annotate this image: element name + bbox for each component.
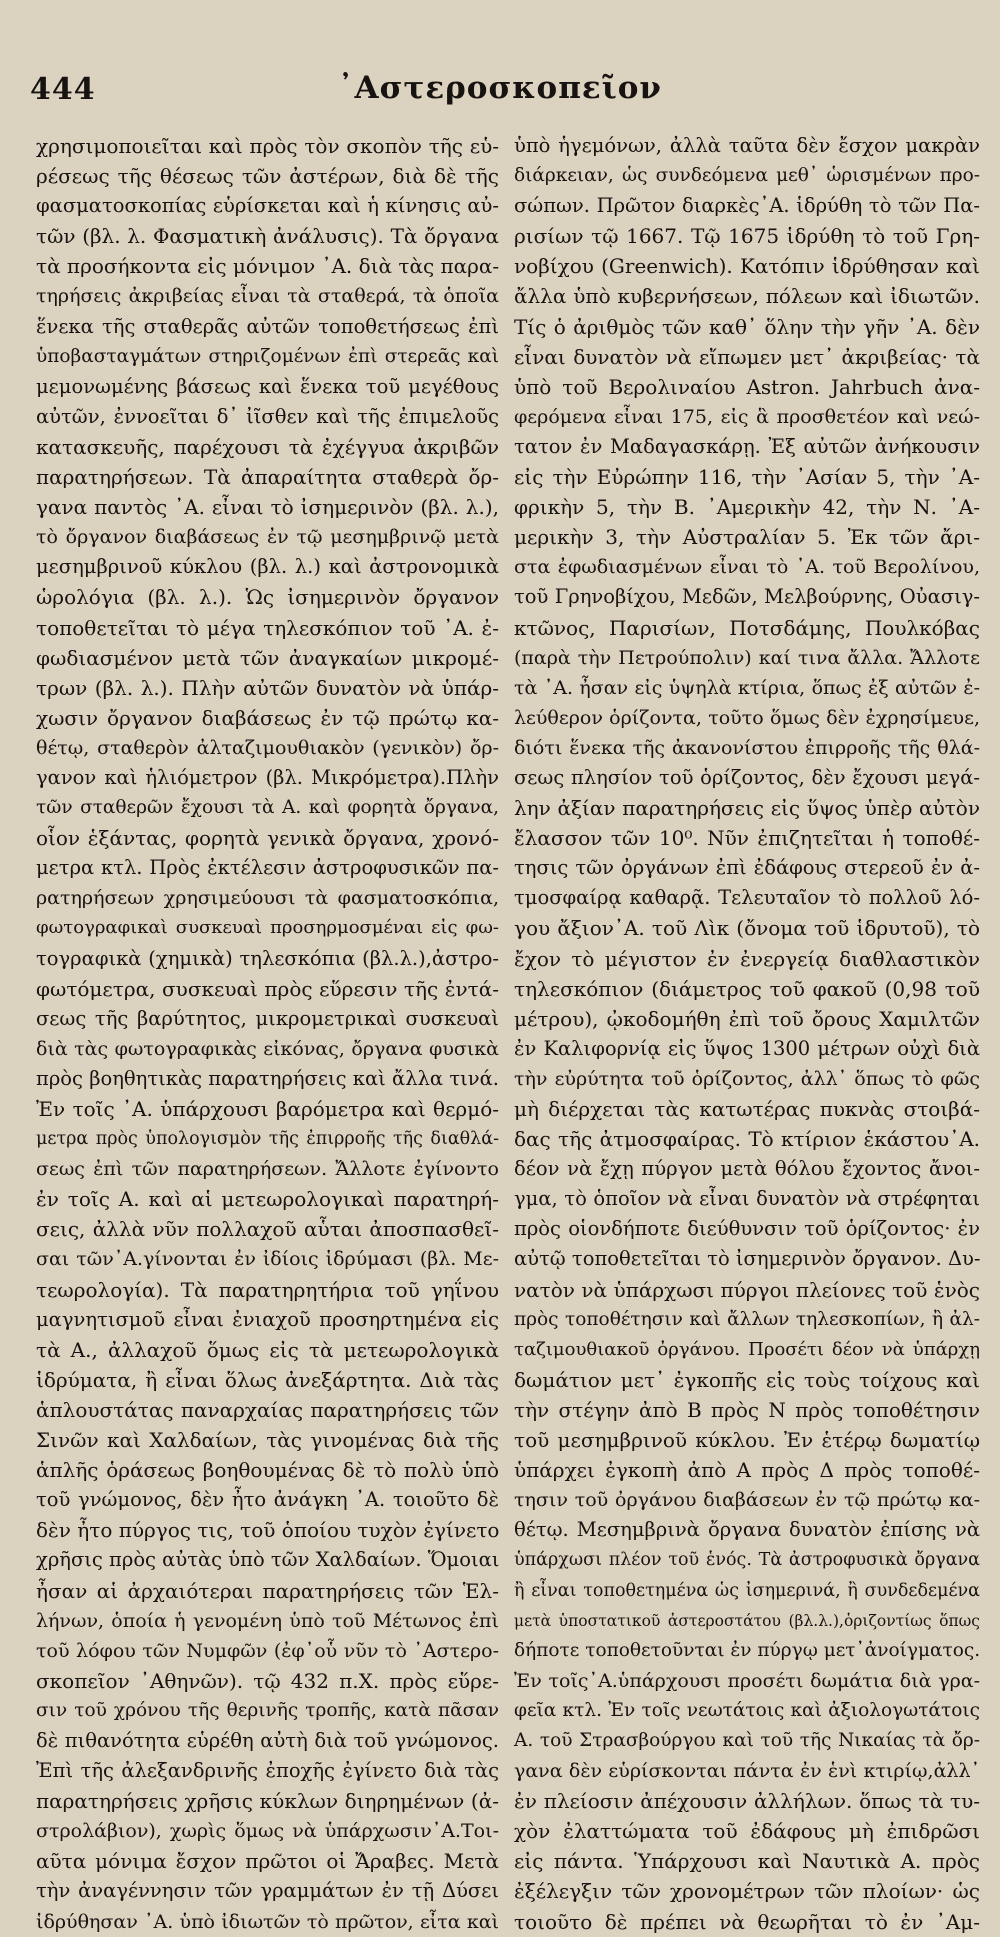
text-line: τηρήσεις ἀκριβείας εἶναι τὰ σταθερά, τὰ ὁποῖα <box>36 285 499 308</box>
text-line: σεως πλησίον τοῦ ὁρίζοντος, δὲν ἔχουσι μεγά- <box>514 765 980 789</box>
text-line: γανον καὶ ἡλιόμετρον (βλ. Μικρόμετρα).Πλὴν <box>36 765 499 789</box>
text-line: κτῶνος, Παρισίων, Ποτσδάμης, Πουλκόβας <box>514 615 980 640</box>
text-line: χρῆσις πρὸς αὐτὰς ὑπὸ τῶν Χαλδαίων. Ὅμοιαι <box>36 1548 500 1572</box>
text-line: ἦσαν αἱ ἀρχαιότεραι παρατηρήσεις τῶν Ἑλ- <box>36 1578 499 1603</box>
text-line: δέον νὰ ἔχῃ πύργον μετὰ θόλου ἔχοντος ἄνοι- <box>514 1157 980 1181</box>
text-line: ἁπλουστάτας παναρχαίας παρατηρήσεις τῶν <box>36 1397 499 1422</box>
text-line: Ἐν τοῖς᾿Α.ὑπάρχουσι προσέτι δωμάτια διὰ γρα- <box>514 1669 980 1692</box>
text-line: ὑπὸ ἡγεμόνων, ἀλλὰ ταῦτα δὲν ἔσχον μακρὰν <box>514 134 980 157</box>
text-line: ὑπὸ τοῦ Βερολιναίου Astron. Jahrbuch ἀνα- <box>514 374 980 399</box>
text-line: φρικὴν 5, τὴν Β. ᾿Αμερικὴν 42, τὴν Ν. ᾿Α- <box>514 495 980 520</box>
text-line: τὸ ὄργανον διαβάσεως ἐν τῷ μεσημβρινῷ μετὰ <box>36 526 499 549</box>
text-line: μετρα κτλ. Πρὸς ἐκτέλεσιν ἀστροφυσικῶν πα- <box>36 856 499 880</box>
text-line: ἁπλῆς ὁράσεως βοηθουμένας δὲ τὸ πολὺ ὑπὸ <box>36 1458 499 1483</box>
text-line: μαγνητισμοῦ εἶναι ἐνιαχοῦ προσηρτημένα εἰς <box>36 1307 499 1331</box>
text-line: σεως τῆς βαρύτητος, μικρομετρικαὶ συσκευαὶ <box>36 1006 499 1030</box>
text-line: οἷον ἑξάντας, φορητὰ γενικὰ ὄργανα, χρονό- <box>36 826 499 851</box>
text-line: ἔχον τὸ μέγιστον ἐν ἐνεργείᾳ διαθλαστικὸν <box>514 946 980 971</box>
text-line: νατὸν νὰ ὑπάρχωσι πύργοι πλείονες τοῦ ἑνὸς <box>514 1277 980 1302</box>
text-line: (παρὰ τὴν Πετρούπολιν) καί τινα ἄλλα. Ἄλλοτε <box>514 646 980 669</box>
text-line: τὴν εὐρύτητα τοῦ ὁρίζοντος, ἀλλ᾿ ὅπως τὸ φῶς <box>514 1067 980 1090</box>
text-line: ἐν πλείοσιν ἀπέχουσιν ἀλλήλων. ὅπως τὰ τυ- <box>514 1789 980 1814</box>
text-line: δας τῆς ἀτμοσφαίρας. Τὸ κτίριον ἑκάστου᾿Α. <box>514 1127 980 1152</box>
text-line: μέτρου), ᾠκοδομήθη ἐπὶ τοῦ ὄρους Χαμιλτῶν <box>514 1006 980 1031</box>
text-line: διὰ τὰς φωτογραφικὰς εἰκόνας, ὄργανα φυσικὰ <box>36 1037 499 1060</box>
text-line: στρολάβιον), χωρὶς ὅμως νὰ ὑπάρχωσιν᾿Α.Τοι- <box>36 1820 499 1843</box>
text-line: τηλεσκόπιον (διάμετρος τοῦ φακοῦ (0,98 τοῦ <box>514 976 980 1001</box>
text-line: δὲν ἦτο πύργος τις, τοῦ ὁποίου τυχὸν ἐγίνετο <box>36 1518 500 1543</box>
text-line: Τίς ὁ ἀριθμὸς τῶν καθ᾿ ὅλην τὴν γῆν ᾿Α. δὲν <box>514 314 980 339</box>
text-line: Ἐπὶ τῆς ἀλεξανδρινῆς ἐποχῆς ἐγίνετο διὰ τὰς <box>36 1759 499 1783</box>
text-line: τοῦ λόφου τῶν Νυμφῶν (ἐφ᾿οὗ νῦν τὸ ᾿Αστερο- <box>36 1639 499 1662</box>
text-line: διάρκειαν, ὡς συνδεόμενα μεθ᾿ ὡρισμένων προ- <box>514 165 980 187</box>
text-line: ὑποβασταγμάτων στηριζομένων ἐπὶ στερεᾶς καὶ <box>36 345 499 367</box>
text-line: αὐτῶν, ἐννοεῖται δ᾿ ἰῖσθεν καὶ τῆς ἐπιμελοῦς <box>36 404 499 428</box>
text-line: ἱδρύματα, ἢ εἶναι ὅλως ἀνεξάρτητα. Διὰ τὰς <box>36 1367 499 1392</box>
text-line: τμοσφαίρᾳ καθαρᾷ. Τελευταῖον τὸ πολλοῦ λό- <box>514 886 980 910</box>
text-line: Α. τοῦ Στρασβούργου καὶ τοῦ τῆς Νικαίας τὰ ὄρ- <box>514 1729 980 1751</box>
text-line: τοῦ γνώμονος, δὲν ἦτο ἀνάγκη ᾿Α. τοιοῦτο δὲ <box>36 1488 499 1512</box>
text-line: τοποθετεῖται τὸ μέγα τηλεσκόπιον τοῦ ᾿Α. ἐ- <box>36 615 499 640</box>
text-line: πρὸς τοποθέτησιν καὶ ἄλλων τηλεσκοπίων, ἢ ἀλ- <box>514 1308 980 1330</box>
text-line: ἄλλα ὑπὸ κυβερνήσεων, πόλεων καὶ ἰδιωτῶν. <box>514 284 980 309</box>
text-line: μετὰ ὑποστατικοῦ ἀστεροστάτου (βλ.λ.),ὁριζοντίως ὅπως <box>514 1611 980 1630</box>
text-line: σαι τῶν᾿Α.γίνονται ἐν ἰδίοις ἱδρύμασι (βλ. Με- <box>36 1248 499 1271</box>
text-line: παρατηρήσεις χρῆσις κύκλων διηρημένων (ἀ- <box>36 1789 499 1814</box>
text-line: ἱδρύθησαν ᾿Α. ὑπὸ ἰδιωτῶν τὸ πρῶτον, εἶτα καὶ <box>36 1910 499 1933</box>
text-line: γου ἄξιον᾿Α. τοῦ Λὶκ (ὄνομα τοῦ ἱδρυτοῦ), τὸ <box>514 916 980 941</box>
text-line: εἰς τὴν Εὐρώπην 116, τὴν ᾿Ασίαν 5, τὴν ᾿Α- <box>514 465 980 490</box>
text-line: φασματοσκοπίας εὑρίσκεται καὶ ἡ κίνησις αὐ- <box>36 194 499 218</box>
text-line: ὑπάρχωσι πλέον τοῦ ἑνός. Τὰ ἀστροφυσικὰ ὄργανα <box>514 1550 980 1571</box>
text-line: ταζιμουθιακοῦ ὀργάνου. Προσέτι δέον νὰ ὑπάρχῃ <box>514 1338 980 1360</box>
text-line: τησιν τοῦ ὀργάνου διαβάσεων ἐν τῷ πρώτῳ κα- <box>514 1489 980 1512</box>
text-line: ὡρολόγια (βλ. λ.). Ὡς ἰσημερινὸν ὄργανον <box>36 585 499 610</box>
text-line: τοῦ Γρηνοβίχου, Μεδῶν, Μελβούρνης, Οὐασιγ- <box>514 585 980 609</box>
text-line: λεύθερον ὁρίζοντα, τοῦτο ὅμως δὲν ἐχρησίμευε, <box>514 706 980 729</box>
text-line: ὑπάρχει ἐγκοπὴ ἀπὸ Α πρὸς Δ πρὸς τοποθέ- <box>514 1458 980 1483</box>
text-line: τογραφικὰ (χημικὰ) τηλεσκόπια (βλ.λ.),ἀστρο- <box>36 946 499 970</box>
text-line: Σινῶν καὶ Χαλδαίων, τὰς γινομένας διὰ τῆς <box>36 1428 499 1453</box>
text-line: τῶν σταθερῶν ἔχουσι τὰ Α. καὶ φορητὰ ὄργανα, <box>36 797 499 819</box>
text-line: εἰς πάντα. Ὑπάρχουσι καὶ Ναυτικὰ Α. πρὸς <box>514 1849 980 1874</box>
text-line: αῦτα μόνιμα ἔσχον πρῶτοι οἱ Ἄραβες. Μετὰ <box>36 1849 499 1874</box>
text-line: ἐξέλεγξιν τῶν χρονομέτρων τῶν πλοίων· ὡς <box>514 1879 980 1904</box>
text-line: χὸν ἐλαττώματα τοῦ ἐδάφους μὴ ἐπιδρῶσι <box>514 1819 980 1844</box>
text-line: σεως ἐπὶ τῶν παρατηρήσεων. Ἄλλοτε ἐγίνοντο <box>36 1158 499 1181</box>
text-line: δὲ πιθανότητα εὑρέθη αὐτὴ διὰ τοῦ γνώμονος. <box>36 1728 499 1752</box>
text-line: σεις, ἀλλὰ νῦν πολλαχοῦ αὗται ἀποσπασθεῖ- <box>36 1217 499 1242</box>
text-line: τρων (βλ. λ.). Πλὴν αὐτῶν δυνατὸν νὰ ὑπάρ- <box>36 675 499 700</box>
text-line: τεωρολογία). Τὰ παρατηρητήρια τοῦ γηΐνου <box>36 1277 499 1302</box>
text-line: δήποτε τοποθετοῦνται ἐν πύργῳ μετ᾿ἀνοίγματος. <box>514 1639 981 1661</box>
text-line: πρὸς βοηθητικὰς παρατηρήσεις καὶ ἄλλα τινά. <box>36 1066 499 1090</box>
text-line: παρατηρήσεων. Τὰ ἀπαραίτητα σταθερὰ ὄρ- <box>36 465 499 490</box>
text-line: σκοπεῖον ᾿Αθηνῶν). τῷ 432 π.Χ. πρὸς εὕρε- <box>36 1668 499 1693</box>
text-line: τὴν στέγην ἀπὸ Β πρὸς Ν πρὸς τοποθέτησιν <box>514 1397 980 1422</box>
text-line: εἶναι δυνατὸν νὰ εἴπωμεν μετ᾿ ἀκριβείας· τὰ <box>514 344 980 369</box>
text-line: μὴ διέρχεται τὰς κατωτέρας πυκνὰς στοιβά- <box>514 1097 980 1121</box>
text-line: γμα, τὸ ὁποῖον νὰ εἶναι δυνατὸν νὰ στρέφηται <box>514 1187 980 1211</box>
text-line: ἕνεκα τῆς σταθερᾶς αὐτῶν τοποθετήσεως ἐπὶ <box>36 314 499 338</box>
text-line: φεῖα κτλ. Ἐν τοῖς νεωτάτοις καὶ ἀξιολογωτάτοις <box>514 1699 980 1721</box>
text-line: γανα δὲν εὑρίσκονται πάντα ἐν ἑνὶ κτιρίῳ,ἀλλ᾿ <box>514 1760 980 1783</box>
text-line: τὰ ᾿Α. ἦσαν εἰς ὑψηλὰ κτίρια, ὅπως ἐξ αὐτῶν ἐ- <box>514 676 980 699</box>
text-line: τὴν ἀναγέννησιν τῶν γραμμάτων ἐν τῇ Δύσει <box>36 1879 499 1903</box>
text-line: θέτῳ. Μεσημβρινὰ ὄργανα δυνατὸν ἐπίσης νὰ <box>514 1518 980 1542</box>
text-line: πρὸς οἱονδήποτε διεύθυνσιν τοῦ ὁρίζοντος· ἐν <box>514 1217 980 1241</box>
text-line: φωτόμετρα, συσκευαὶ πρὸς εὕρεσιν τῆς ἐντά- <box>36 976 499 1001</box>
text-line: ἐν τοῖς Α. καὶ αἱ μετεωρολογικαὶ παρατηρή- <box>36 1187 499 1212</box>
text-line: σιν τοῦ χρόνου τῆς θερινῆς τροπῆς, κατὰ πᾶσαν <box>36 1699 499 1721</box>
text-line: δωμάτιον μετ᾿ ἐγκοπῆς εἰς τοὺς τοίχους καὶ <box>514 1367 980 1392</box>
text-line: τὰ Α., ἀλλαχοῦ ὅμως εἰς τὰ μετεωρολογικὰ <box>36 1337 499 1362</box>
text-line: ἔλασσον τῶν 10⁰. Νῦν ἐπιζητεῖται ἡ τοποθέ- <box>514 826 980 851</box>
text-column-left <box>36 131 500 1933</box>
text-line: τῶν (βλ. λ. Φασματικὴ ἀνάλυσις). Τὰ ὄργανα <box>36 224 499 249</box>
text-line: τοῦ μεσημβρινοῦ κύκλου. Ἐν ἑτέρῳ δωματίῳ <box>514 1428 980 1453</box>
text-line: φωδιασμένον μετὰ τῶν ἀναγκαίων μικρομέ- <box>36 645 499 670</box>
text-line: λην ἀξίαν παρατηρήσεις εἰς ὕψος ὑπὲρ αὐτὸν <box>514 796 980 821</box>
text-line: φωτογραφικαὶ συσκευαὶ προσηρμοσμέναι εἰς φω- <box>36 917 499 939</box>
text-line: χωσιν ὄργανον διαβάσεως ἐν τῷ πρώτῳ κα- <box>36 705 499 730</box>
text-line: κατασκευῆς, παρέχουσι τὰ ἐχέγγυα ἀκριβῶν <box>36 434 499 459</box>
running-title: ᾿Αστεροσκοπεῖον <box>338 70 662 106</box>
text-column-right <box>514 131 981 1934</box>
text-line: θέτῳ, σταθερὸν ἀλταζιμουθιακὸν (γενικὸν) ὄρ- <box>36 736 499 759</box>
text-line: μετρα πρὸς ὑπολογισμὸν τῆς ἐπιρροῆς τῆς διαθλά- <box>36 1129 499 1150</box>
text-line: στα ἐφωδιασμένων εἶναι τὸ ᾿Α. τοῦ Βερολίνου, <box>514 556 980 579</box>
text-line: Ἐν τοῖς ᾿Α. ὑπάρχουσι βαρόμετρα καὶ θερμό- <box>36 1097 499 1121</box>
text-line: σώπων. Πρῶτον διαρκὲς᾿Α. ἱδρύθη τὸ τῶν Πα- <box>514 194 980 218</box>
text-line: μεμονωμένης βάσεως καὶ ἕνεκα τοῦ μεγέθους <box>36 374 499 398</box>
text-line: λήνων, ὁποία ἡ γενομένη ὑπὸ τοῦ Μέτωνος ἐπὶ <box>36 1609 499 1632</box>
text-line: χρησιμοποιεῖται καὶ πρὸς τὸν σκοπὸν τῆς εὑ- <box>36 134 499 158</box>
text-line: γανα παντὸς ᾿Α. εἶναι τὸ ἰσημερινὸν (βλ. λ.), <box>36 495 499 520</box>
text-line: ρέσεως τῆς θέσεως τῶν ἀστέρων, διὰ δὲ τῆς <box>36 164 499 189</box>
text-line: ρισίων τῷ 1667. Τῷ 1675 ἱδρύθη τὸ τοῦ Γρη- <box>514 224 980 249</box>
text-line: αὐτῷ τοποθετεῖται τὸ ἰσημερινὸν ὄργανον. Δυ- <box>514 1247 981 1271</box>
text-line: φερόμενα εἶναι 175, εἰς ἃ προσθετέον καὶ νεώ- <box>514 405 980 428</box>
text-line: μερικὴν 3, τὴν Αὐστραλίαν 5. Ἐκ τῶν ἄρι- <box>514 525 980 550</box>
text-line: τὰ προσήκοντα εἰς μόνιμον ᾿Α. διὰ τὰς παρα- <box>36 254 500 279</box>
page-number: 444 <box>30 72 96 107</box>
text-line: μεσημβρινοῦ κύκλου (βλ. λ.) καὶ ἀστρονομικὰ <box>36 555 499 579</box>
text-line: διότι ἕνεκα τῆς ἀκανονίστου ἐπιρροῆς τῆς θλά- <box>514 736 980 759</box>
text-line: νοβίχου (Greenwich). Κατόπιν ἱδρύθησαν καὶ <box>514 254 980 279</box>
text-line: τοιοῦτο δὲ πρέπει νὰ θεωρῆται τὸ ἐν ᾿Αμ- <box>514 1909 980 1934</box>
text-line: ρατηρήσεων χρησιμεύουσι τὰ φασματοσκόπια, <box>36 887 499 910</box>
text-line: ἐν Καλιφορνίᾳ εἰς ὕψος 1300 μέτρων οὐχὶ διὰ <box>514 1036 980 1060</box>
text-line: τατον ἐν Μαδαγασκάρῃ. Ἐξ αὐτῶν ἀνήκουσιν <box>514 434 980 458</box>
text-line: τησις τῶν ὀργάνων ἐπὶ ἐδάφους στερεοῦ ἐν ἀ- <box>514 856 980 880</box>
text-line: ἢ εἶναι τοποθετημένα ὡς ἰσημερινά, ἢ συνδεδεμένα <box>514 1580 980 1601</box>
